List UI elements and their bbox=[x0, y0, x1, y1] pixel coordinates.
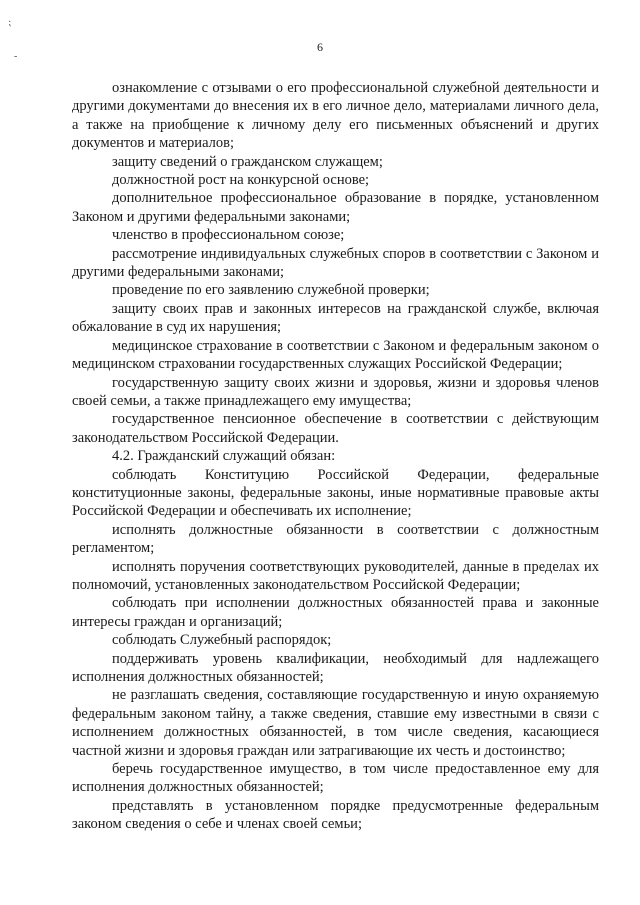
paragraph: беречь государственное имущество, в том числе предоставленное ему для исполнения должностных обязанностей; bbox=[72, 761, 599, 796]
paragraph: защиту сведений о гражданском служащем; bbox=[112, 153, 383, 170]
paragraph: должностной рост на конкурсной основе; bbox=[112, 172, 370, 189]
document-body bbox=[72, 79, 599, 834]
section-heading: 4.2. Гражданский служащий обязан: bbox=[112, 448, 336, 465]
paragraph: соблюдать Конституцию Российской Федерации, федеральные конституционные законы, федеральные законы, иные нормативные правовые акты Российской Федерации и обеспечивать их исполнение; bbox=[72, 466, 599, 520]
paragraph: государственное пенсионное обеспечение в соответствии с действующим законодательством Российской Федерации. bbox=[72, 411, 599, 446]
paragraph: соблюдать при исполнении должностных обязанностей права и законные интересы граждан и организаций; bbox=[72, 595, 599, 630]
paragraph: ознакомление с отзывами о его профессиональной служебной деятельности и другими документами до внесения их в его личное дело, материалами личного дела, а также на приобщение к личному делу его письменных объяснений и других документов и материалов; bbox=[72, 80, 599, 152]
paragraph: проведение по его заявлению служебной проверки; bbox=[112, 282, 430, 299]
scan-speck: ⁏ bbox=[8, 17, 12, 28]
paragraph: членство в профессиональном союзе; bbox=[112, 227, 345, 244]
paragraph: исполнять поручения соответствующих руководителей, данные в пределах их полномочий, установленных законодательством Российской Федерации; bbox=[72, 558, 599, 593]
paragraph: поддерживать уровень квалификации, необходимый для надлежащего исполнения должностных обязанностей; bbox=[72, 650, 599, 685]
paragraph: государственную защиту своих жизни и здоровья, жизни и здоровья членов своей семьи, а также принадлежащего ему имущества; bbox=[72, 374, 599, 409]
paragraph: дополнительное профессиональное образование в порядке, установленном Законом и другими федеральными законами; bbox=[72, 190, 599, 225]
paragraph: исполнять должностные обязанности в соответствии с должностным регламентом; bbox=[72, 521, 599, 557]
paragraph: представлять в установленном порядке предусмотренные федеральным законом сведения о себе и членах своей семьи; bbox=[72, 797, 599, 833]
paragraph: не разглашать сведения, составляющие государственную и иную охраняемую федеральным законом тайну, а также сведения, ставшие ему известными в связи с исполнением должностных обязанностей, в том числе сведения, касающиеся частной жизни и здоровья граждан или затрагивающие их честь и достоинство; bbox=[72, 687, 599, 759]
scan-speck: ‐ bbox=[14, 51, 18, 62]
paragraph: рассмотрение индивидуальных служебных споров в соответствии с Законом и другими федеральными законами; bbox=[72, 245, 599, 281]
paragraph: соблюдать Служебный распорядок; bbox=[112, 632, 332, 649]
page-number: 6 bbox=[317, 40, 323, 54]
paragraph: защиту своих прав и законных интересов на гражданской службе, включая обжалование в суд их нарушения; bbox=[72, 300, 599, 336]
paragraph: медицинское страхование в соответствии с Законом и федеральным законом о медицинском страховании государственных служащих Российской Федерации; bbox=[72, 337, 599, 373]
